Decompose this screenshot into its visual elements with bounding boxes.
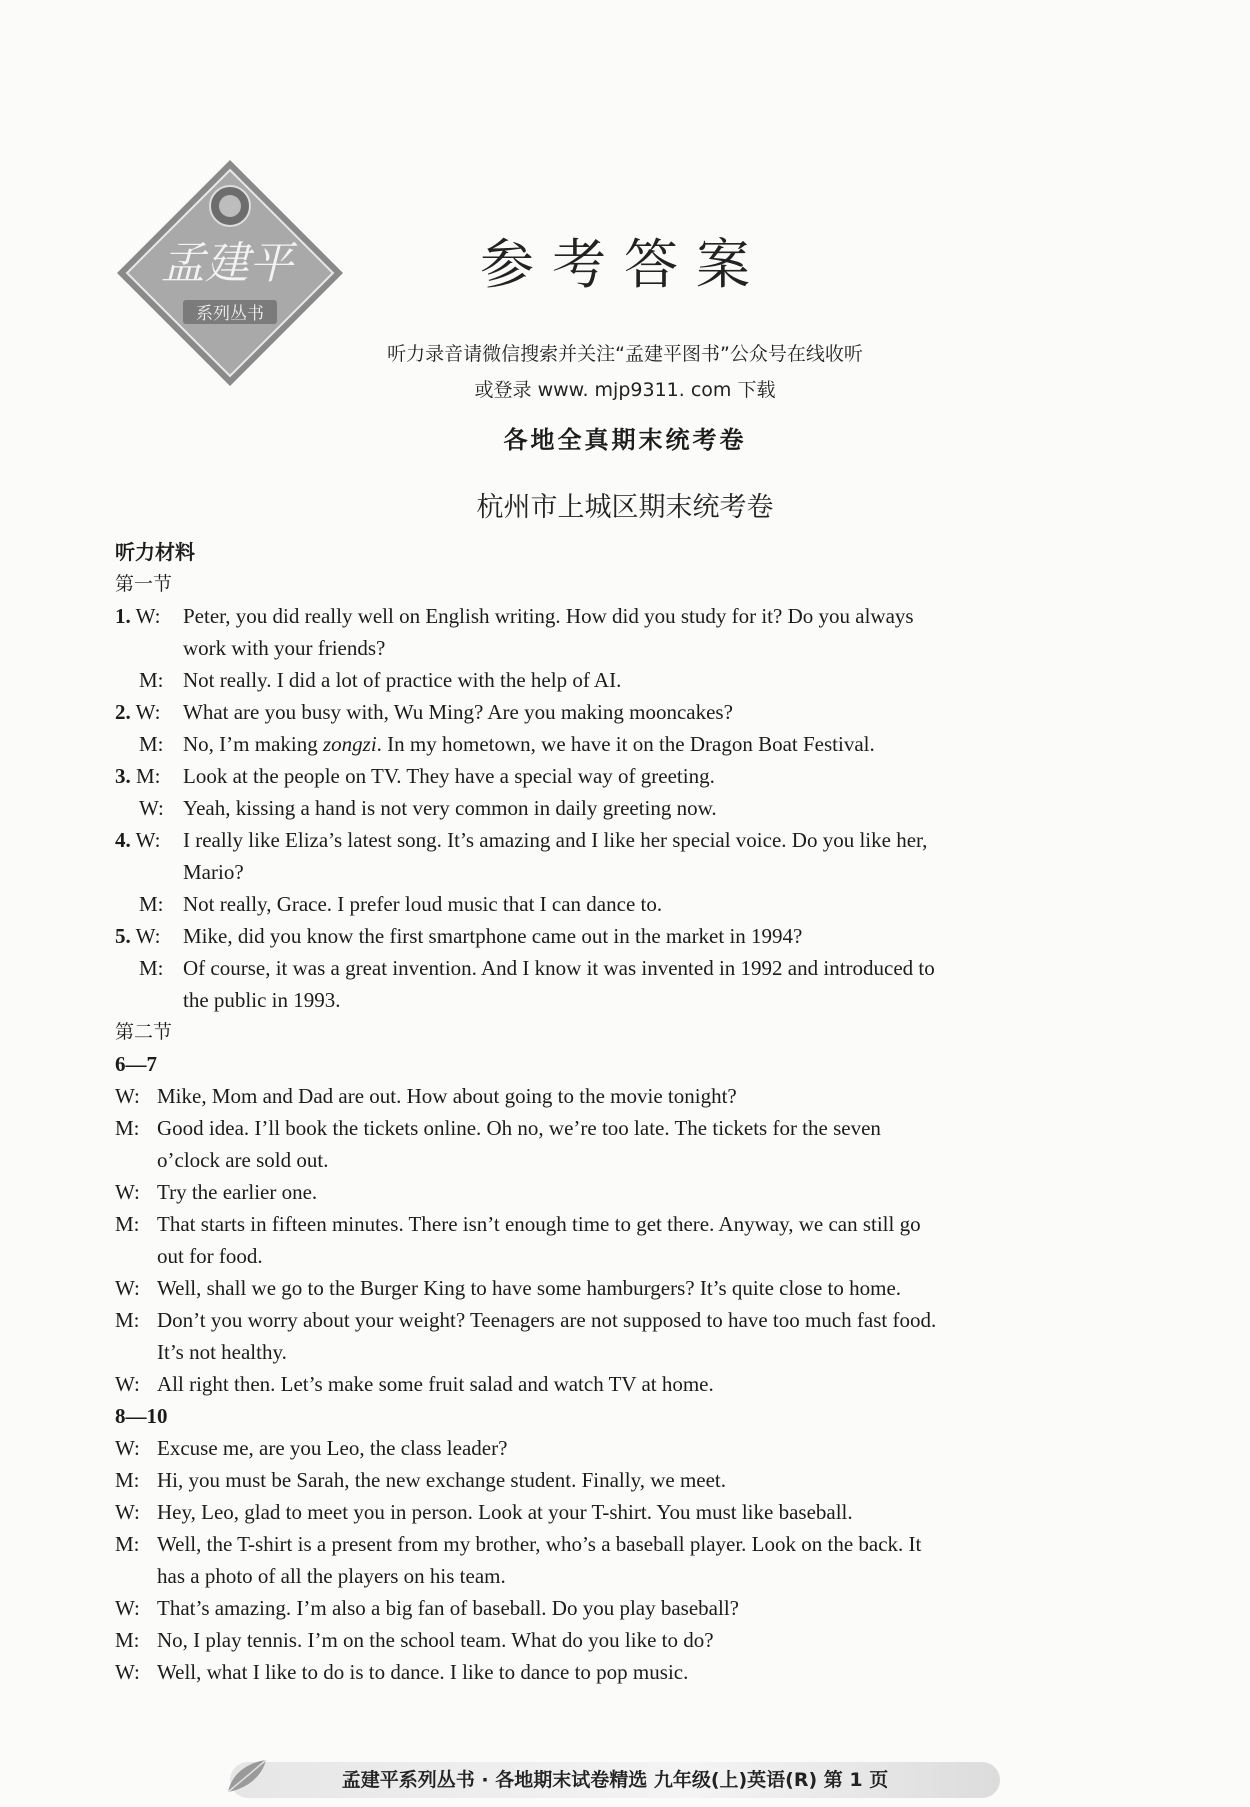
dialogue-text: Not really. I did a lot of practice with the help of AI.	[183, 668, 622, 692]
speaker: M:	[115, 1468, 140, 1492]
list-item	[115, 1656, 1120, 1688]
speaker: M:	[139, 732, 164, 756]
dialogue-text: the public in 1993.	[183, 988, 341, 1012]
publisher-logo	[115, 158, 345, 388]
dialogue-italic-word: zongzi	[322, 732, 377, 756]
list-item	[115, 1304, 1120, 1336]
list-item	[115, 1464, 1120, 1496]
list-item	[115, 1528, 1120, 1560]
speaker: W:	[135, 604, 161, 628]
speaker: W:	[115, 1500, 140, 1524]
list-item	[115, 920, 1120, 952]
list-item	[115, 888, 1120, 920]
dialogue-text: What are you busy with, Wu Ming? Are you making mooncakes?	[183, 700, 733, 724]
list-item	[115, 1112, 1120, 1144]
group-label: 6—7	[115, 1052, 157, 1076]
speaker: W:	[135, 828, 161, 852]
speaker: M:	[136, 764, 161, 788]
dialogue-text: Don’t you worry about your weight? Teenagers are not supposed to have too much fast food.	[157, 1308, 937, 1332]
audio-note	[330, 336, 920, 408]
audio-note-line-2: 或登录 www. mjp9311. com 下载	[474, 379, 776, 401]
dialogue-text: Hey, Leo, glad to meet you in person. Look at your T-shirt. You must like baseball.	[157, 1500, 853, 1524]
item-number: 5.	[115, 924, 131, 948]
dialogue-text: work with your friends?	[183, 636, 386, 660]
part-2-label: 第二节	[115, 1021, 173, 1043]
dialogue-text: has a photo of all the players on his team.	[157, 1564, 506, 1588]
dialogue-text: Yeah, kissing a hand is not very common in daily greeting now.	[183, 796, 717, 820]
list-item	[115, 1080, 1120, 1112]
dialogue-text-part: No, I’m making	[183, 732, 323, 756]
dialogue-text: Well, the T-shirt is a present from my brother, who’s a baseball player. Look on the back. It	[157, 1532, 922, 1556]
dialogue-text: That’s amazing. I’m also a big fan of baseball. Do you play baseball?	[157, 1596, 739, 1620]
speaker: W:	[115, 1084, 140, 1108]
listening-material	[115, 536, 1120, 1688]
dialogue-text-part: . In my hometown, we have it on the Dragon Boat Festival.	[376, 732, 875, 756]
list-item	[115, 1592, 1120, 1624]
speaker: M:	[115, 1532, 140, 1556]
dialogue-text: No, I play tennis. I’m on the school team. What do you like to do?	[157, 1628, 714, 1652]
item-number: 2.	[115, 700, 131, 724]
list-item	[115, 728, 1120, 760]
list-item	[115, 1208, 1120, 1240]
item-number: 1.	[115, 604, 131, 628]
speaker: M:	[139, 668, 164, 692]
speaker: M:	[115, 1308, 140, 1332]
list-item	[115, 664, 1120, 696]
speaker: M:	[139, 956, 164, 980]
page-footer	[230, 1762, 1000, 1798]
speaker: M:	[115, 1628, 140, 1652]
exam-title: 杭州市上城区期末统考卷	[476, 492, 774, 523]
list-item	[115, 1432, 1120, 1464]
group-label: 8—10	[115, 1404, 168, 1428]
dialogue-text: Not really, Grace. I prefer loud music that I can dance to.	[183, 892, 663, 916]
page-title: 参考答案	[480, 233, 768, 296]
dialogue-text: Mike, did you know the first smartphone came out in the market in 1994?	[183, 924, 803, 948]
dialogue-text: Good idea. I’ll book the tickets online. Oh no, we’re too late. The tickets for the seven	[157, 1116, 881, 1140]
speaker: M:	[139, 892, 164, 916]
dialogue-text: o’clock are sold out.	[157, 1148, 329, 1172]
section-title: 各地全真期末统考卷	[503, 426, 747, 454]
list-item	[115, 984, 1120, 1016]
dialogue-text	[183, 728, 875, 760]
list-item	[115, 1176, 1120, 1208]
list-item	[115, 792, 1120, 824]
dialogue-text: That starts in fifteen minutes. There isn’t enough time to get there. Anyway, we can still go	[157, 1212, 921, 1236]
dialogue-text: Excuse me, are you Leo, the class leader?	[157, 1436, 508, 1460]
list-item	[115, 952, 1120, 984]
list-item	[115, 760, 1120, 792]
speaker: W:	[115, 1372, 140, 1396]
speaker: W:	[135, 700, 161, 724]
list-item	[115, 600, 1120, 632]
logo-name: 孟建平	[161, 238, 293, 289]
dialogue-text: All right then. Let’s make some fruit salad and watch TV at home.	[157, 1372, 714, 1396]
dialogue-text: Mike, Mom and Dad are out. How about going to the movie tonight?	[157, 1084, 737, 1108]
item-number: 4.	[115, 828, 131, 852]
dialogue-text: I really like Eliza’s latest song. It’s amazing and I like her special voice. Do you like her,	[183, 828, 928, 852]
dialogue-text: Hi, you must be Sarah, the new exchange student. Finally, we meet.	[157, 1468, 726, 1492]
dialogue-text: Mario?	[183, 860, 244, 884]
dialogue-text: Of course, it was a great invention. And I know it was invented in 1992 and introduced to	[183, 956, 935, 980]
item-number: 3.	[115, 764, 131, 788]
list-item	[115, 856, 1120, 888]
list-item	[115, 1336, 1120, 1368]
list-item	[115, 1144, 1120, 1176]
dialogue-text: Well, what I like to do is to dance. I like to dance to pop music.	[157, 1660, 689, 1684]
list-item	[115, 824, 1120, 856]
dialogue-text: It’s not healthy.	[157, 1340, 287, 1364]
leaf-icon	[222, 1752, 272, 1807]
list-item	[115, 1496, 1120, 1528]
speaker: W:	[139, 796, 164, 820]
speaker: M:	[115, 1116, 140, 1140]
list-item	[115, 696, 1120, 728]
dialogue-text: out for food.	[157, 1244, 263, 1268]
dialogue-text: Try the earlier one.	[157, 1180, 318, 1204]
speaker: W:	[135, 924, 161, 948]
speaker: W:	[115, 1436, 140, 1460]
part-1-label: 第一节	[115, 573, 173, 595]
dialogue-text: Peter, you did really well on English writing. How did you study for it? Do you always	[183, 604, 914, 628]
speaker: W:	[115, 1180, 140, 1204]
speaker: W:	[115, 1596, 140, 1620]
dialogue-text: Look at the people on TV. They have a special way of greeting.	[183, 764, 715, 788]
list-item	[115, 1368, 1120, 1400]
list-item	[115, 632, 1120, 664]
footer-text: 孟建平系列丛书 · 各地期末试卷精选 九年级(上)英语(R) 第 1 页	[341, 1769, 889, 1791]
list-item	[115, 1624, 1120, 1656]
speaker: W:	[115, 1276, 140, 1300]
speaker: M:	[115, 1212, 140, 1236]
list-item	[115, 1272, 1120, 1304]
content-heading: 听力材料	[115, 540, 195, 564]
dialogue-text: Well, shall we go to the Burger King to have some hamburgers? It’s quite close to home.	[157, 1276, 902, 1300]
logo-series: 系列丛书	[196, 304, 264, 324]
speaker: W:	[115, 1660, 140, 1684]
list-item	[115, 1560, 1120, 1592]
list-item	[115, 1240, 1120, 1272]
audio-note-line-1: 听力录音请微信搜索并关注“孟建平图书”公众号在线收听	[387, 343, 863, 365]
